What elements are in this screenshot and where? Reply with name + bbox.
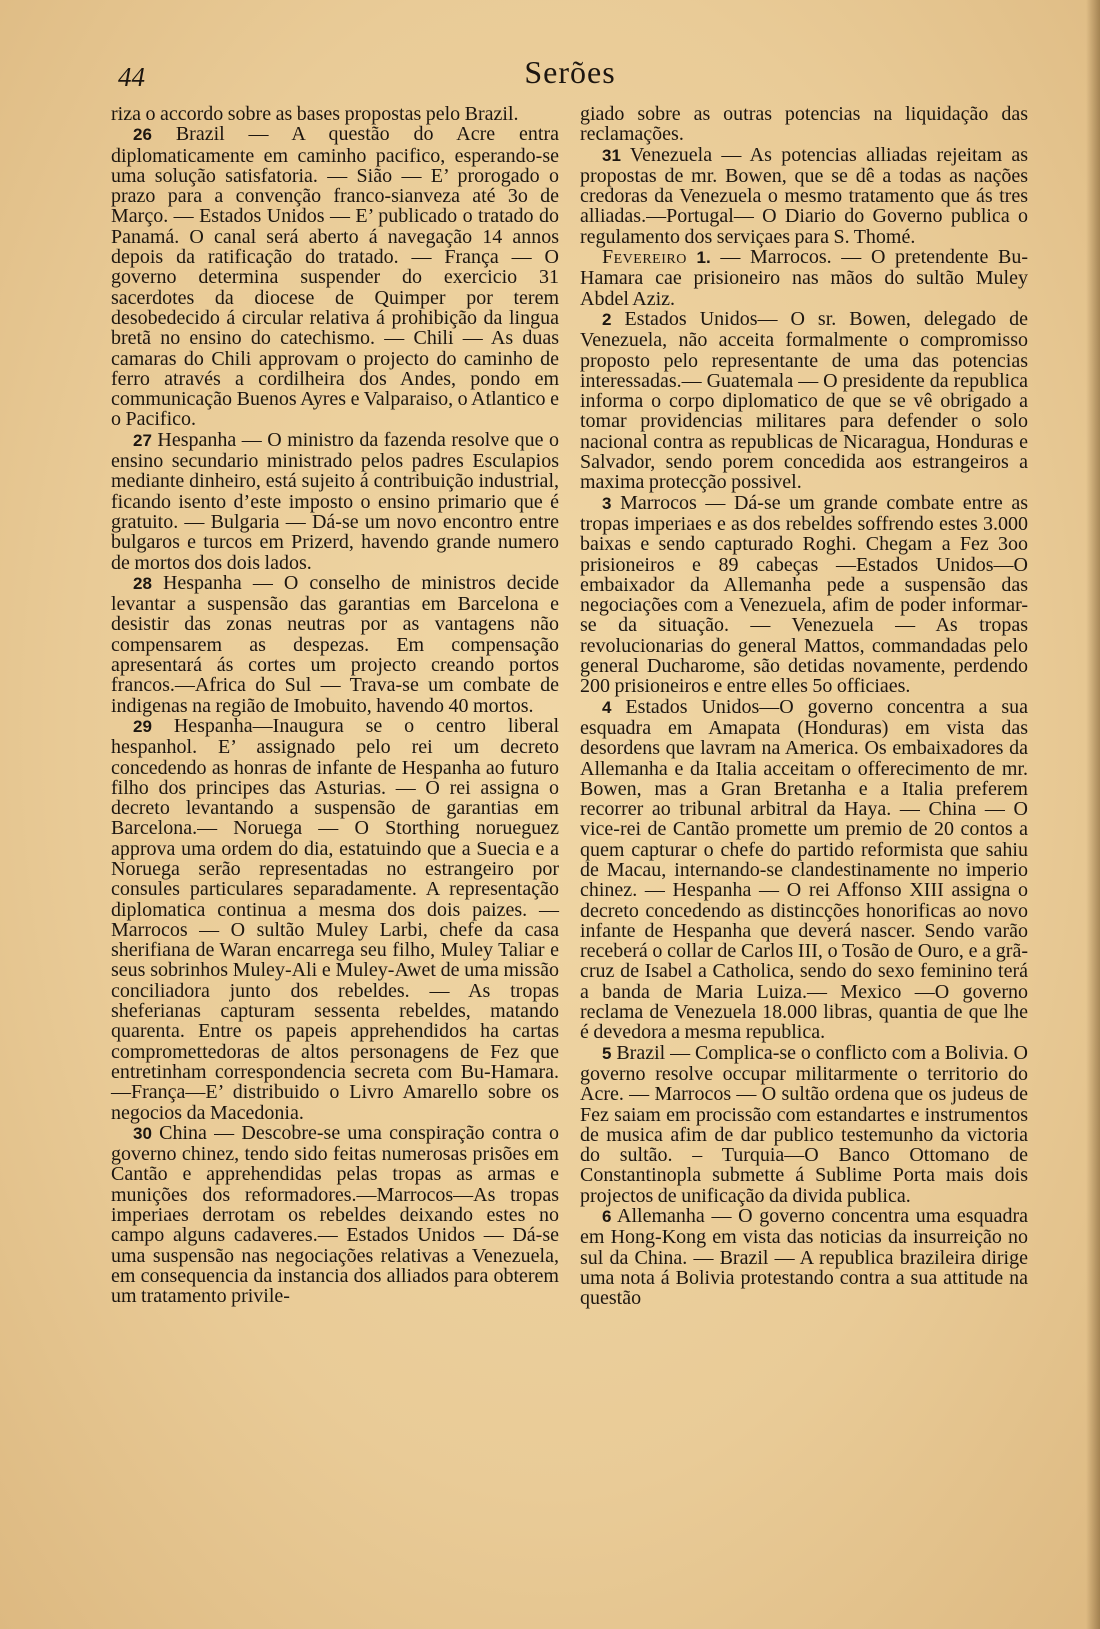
chronicle-entry — [580, 104, 1028, 145]
entry-day: 5 — [602, 1043, 612, 1063]
page-number: 44 — [118, 62, 145, 92]
chronicle-entry — [111, 124, 559, 429]
chronicle-entry — [580, 697, 1028, 1043]
entry-day: 2 — [602, 309, 612, 329]
entry-text: Estados Unidos— O sr. Bowen, delegado de Venezuela, não acceita formalmente o compromisso proposto pelo representante de uma das potencias interessadas.— Guatemala — O presidente da republica informa o corpo diplomatico de que se vê obrigado a tomar providencias militares para defender o solo nacional contra as republicas de Nicaragua, Honduras e Salvador, sendo porem concedida aos estrangeiros a maxima protecção possivel. — [580, 307, 1029, 494]
entry-text: Allemanha — O governo concentra uma esquadra em Hong-Kong em vista das noticias da insurreição no sul da China. — Brazil — A republica brazileira dirige uma nota á Bolivia protestando contra a sua attitude na questão — [580, 1205, 1028, 1310]
entry-text: Hespanha—Inaugura se o centro liberal hespanhol. E’ assignado pelo rei um decreto concedendo as honras de infante de Hespanha ao futuro filho dos principes das Asturias. — O rei assigna o decreto levantando a suspensão de garantias em Barcelona.— Noruega — O Storthing norueguez approva uma ordem do dia, estatuindo que a Suecia e a Noruega serão representadas no estrangeiro por consules particulares separadamente. A representação diplomatica continua a mesma dos dois paizes. — Marrocos — O sultão Muley Larbi, chefe da casa sherifiana de Waran encarrega seu filho, Muley Taliar e seus sobrinhos Muley-Ali e Muley-Awet de uma missão conciliadora junto dos rebeldes. — As tropas sheferianas capturam sessenta rebeldes, matando quarenta. Entre os papeis apprehendidos ha cartas compromettedoras de altos personagens de Fez que entretinham correspondencia secreta com Bu-Hamara.—França—E’ distribuido o Livro Amarello sobre os negocios da Macedonia. — [111, 714, 559, 1124]
chronicle-entry — [580, 1206, 1028, 1308]
chronicle-entry — [111, 573, 559, 716]
entry-text: riza o accordo sobre as bases propostas pelo Brazil. — [111, 103, 519, 125]
entry-text: giado sobre as outras potencias na liquidação das reclamações. — [580, 103, 1028, 146]
chronicle-entry — [111, 716, 559, 1123]
entry-day: 1. — [696, 248, 711, 268]
entry-day: 6 — [602, 1207, 612, 1227]
chronicle-entry — [580, 145, 1028, 247]
running-title: Serões — [524, 54, 616, 90]
entry-day: 28 — [133, 573, 152, 593]
entry-month: Fevereiro — [602, 246, 687, 269]
chronicle-entry — [111, 1123, 559, 1307]
left-column — [111, 104, 559, 1307]
entry-day: 3 — [602, 493, 612, 513]
entry-day: 29 — [133, 716, 152, 736]
entry-day: 4 — [602, 697, 612, 717]
entry-text: Venezuela — As potencias alliadas rejeitam as propostas de mr. Bowen, que se dê a todas as nações credoras da Venezuela o mesmo tratamento que ás tres alliadas.—Portugal— O Diario do Governo publica o regulamento dos serviçaes para S. Thomé. — [580, 143, 1028, 248]
chronicle-entry — [580, 493, 1028, 697]
chronicle-entry — [580, 1043, 1028, 1206]
entry-text: Marrocos — Dá-se um grande combate entre as tropas imperiaes e as dos rebeldes soffrendo estes 3.000 baixas e sendo capturado Roghi. Chegam a Fez 3oo prisioneiros e 89 cabeças —Estados Unidos—O embaixador da Allemanha pede a suspensão das negociações com a Venezuela, afim de poder informar-se da situação. — Venezuela — As tropas revolucionarias do general Mattos, commandadas pelo general Ducharome, são detidas novamente, perdendo 200 prisioneiros e entre elles 5o officiaes. — [580, 491, 1028, 698]
entry-day: 27 — [133, 430, 152, 450]
entry-text: — Marrocos. — O pretendente Bu-Hamara cae prisioneiro nas mãos do sultão Muley Abdel Aziz. — [580, 246, 1028, 310]
entry-text: Hespanha — O conselho de ministros decide levantar a suspensão das garantias em Barcelona e desistir das zonas neutras por as vantagens não compensarem as despezas. Em compensação apresentará ás cortes um projecto creando portos francos.—Africa do Sul — Trava-se um combate de indigenas na região de Imobuito, havendo 40 mortos. — [111, 571, 559, 717]
page-header — [110, 52, 1030, 102]
chronicle-entry — [580, 247, 1028, 309]
entry-day: 31 — [602, 145, 621, 165]
entry-text: China — Descobre-se uma conspiração contra o governo chinez, tendo sido feitas numerosas prisões em Cantão e apprehendidas pelas tropas as armas e munições dos reformadores.—Marrocos—As tropas imperiaes derrotam os rebeldes deixando estes no campo alguns cadaveres.— Estados Unidos — Dá-se uma suspensão nas negociações relativas a Venezuela, em consequencia da instancia dos alliados para obterem um tratamento privile- — [111, 1121, 560, 1308]
page-edge-shadow — [1086, 0, 1100, 1629]
chronicle-entry — [580, 309, 1028, 493]
entry-text: Estados Unidos—O governo concentra a sua esquadra em Amapata (Honduras) em vista das desordens que lavram na America. Os embaixadores da Allemanha e da Italia acceitam o offerecimento de mr. Bowen, mas a Gran Bretanha e a Italia preferem recorrer ao tribunal arbitral da Haya. — China — O vice-rei de Cantão promette um premio de 20 contos a quem capturar o chefe do partido reformista que sahiu de Macau, internando-se clandestinamente no imperio chinez. — Hespanha — O rei Affonso XIII assigna o decreto concedendo as distincções honorificas ao novo infante de Hespanha que deverá nascer. Sendo varão receberá o collar de Carlos III, o Tosão de Ouro, e a grã-cruz de Isabel a Catholica, sendo do sexo feminino terá a banda de Maria Luiza.— Mexico —O governo reclama de Venezuela 18.000 libras, quantia de que lhe é devedora a mesma republica. — [580, 695, 1029, 1044]
entry-text: Brazil — Complica-se o conflicto com a Bolivia. O governo resolve occupar militarmente o territorio do Acre. — Marrocos — O sultão ordena que os judeus de Fez saiam em procissão com estandartes e instrumentos de musica afim de dar publico testemunho da victoria do sultão. – Turquia—O Banco Ottomano de Constantinopla submette á Sublime Porta mais dois projectos de unificação da divida publica. — [580, 1041, 1028, 1207]
chronicle-entry — [111, 430, 559, 573]
entry-text: Brazil — A questão do Acre entra diplomaticamente em caminho pacifico, esperando-se uma solução satisfatoria. — Sião — E’ prorogado o prazo para a convenção franco-sianveza até 3o de Março. — Estados Unidos — E’ publicado o tratado do Panamá. O canal será aberto á navegação 14 annos depois da ratificação do tratado. — França — O governo determina suspender do exercicio 31 sacerdotes da diocese de Quimper por terem desobedecido á circular relativa á prohibição da lingua bretã no ensino do catechismo. — Chili — As duas camaras do Chili approvam o projecto do caminho de ferro através a cordilheira dos Andes, pondo em communicação Buenos Ayres e Valparaiso, o Atlantico e o Pacifico. — [111, 123, 560, 431]
chronicle-entry — [111, 104, 559, 124]
entry-day: 26 — [133, 125, 152, 145]
entry-day: 30 — [133, 1123, 152, 1143]
entry-text: Hespanha — O ministro da fazenda resolve que o ensino secundario ministrado pelos padres Esculapios mediante dinheiro, está sujeito á contribuição industrial, ficando isento d’este imposto o ensino primario que é gratuito. — Bulgaria — Dá-se um novo encontro entre bulgaros e turcos em Prizerd, havendo grande numero de mortos dos dois lados. — [111, 428, 559, 574]
right-column — [580, 104, 1028, 1309]
